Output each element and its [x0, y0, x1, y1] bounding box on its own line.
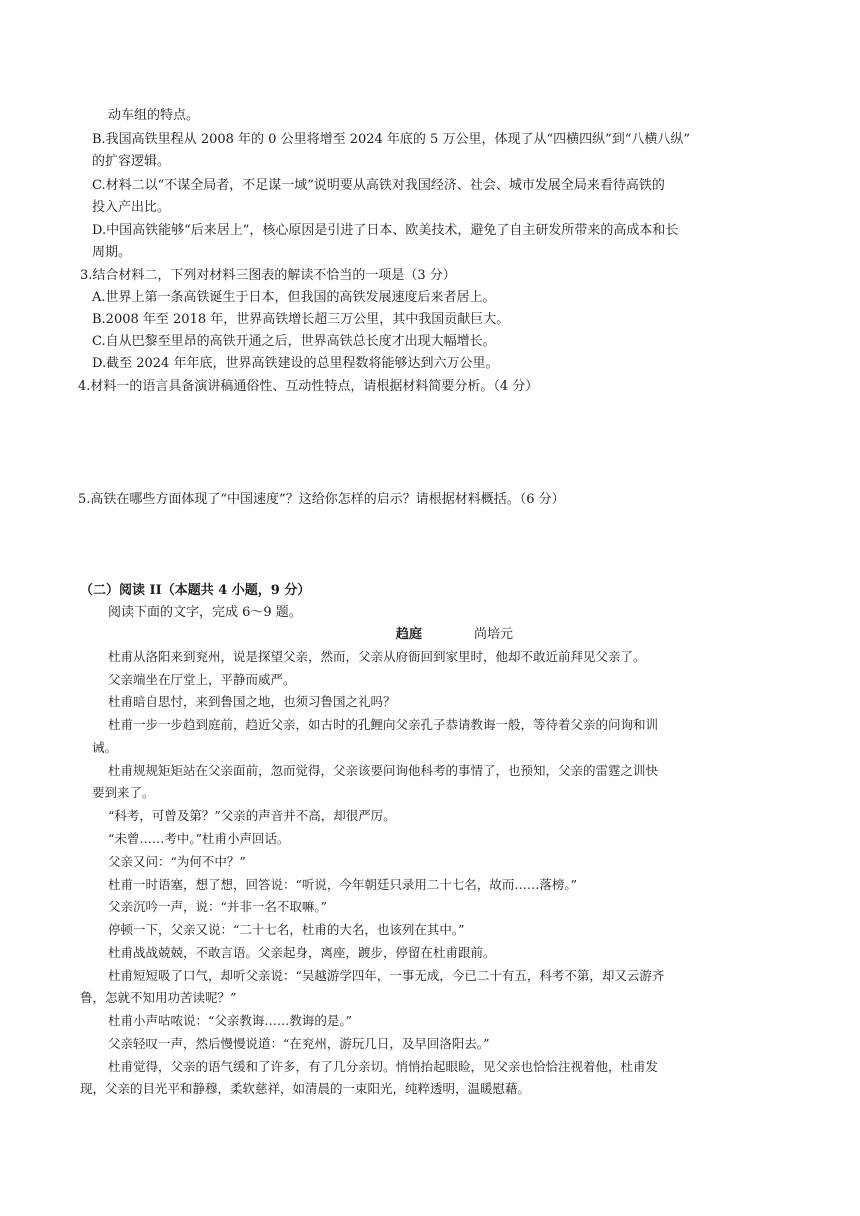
- story-paragraph-3: 杜甫暗自思忖，来到鲁国之地，也须习鲁国之礼吗？: [108, 694, 396, 709]
- story-paragraph-8: 父亲又问：“为何不中？”: [108, 854, 246, 869]
- story-paragraph-14: 杜甫小声咕哝说：“父亲教诲……教诲的是。”: [108, 1013, 353, 1028]
- question-3-option-a: A.世界上第一条高铁诞生于日本，但我国的高铁发展速度后来者居上。: [92, 290, 496, 305]
- story-paragraph-11: 停顿一下，父亲又说：“二十七名，杜甫的大名，也该列在其中。”: [108, 922, 465, 937]
- story-paragraph-7: “未曾……考中。”杜甫小声回话。: [108, 831, 290, 846]
- story-paragraph-2: 父亲端坐在厅堂上，平静而威严。: [108, 672, 296, 687]
- option-d-line2: 周期。: [92, 245, 132, 260]
- section-instruction: 阅读下面的文字，完成 6～9 题。: [108, 605, 302, 620]
- question-4: 4.材料一的语言具备演讲稿通俗性、互动性特点，请根据材料简要分析。（4 分）: [78, 379, 539, 394]
- section-heading: （二）阅读 II（本题共 4 小题，9 分）: [80, 583, 311, 598]
- story-paragraph-1: 杜甫从洛阳来到兖州，说是探望父亲，然而，父亲从府衙回到家里时，他却不敢近前拜见父亲了。: [108, 649, 646, 664]
- story-author: 尚培元: [474, 627, 514, 642]
- story-title: 趋庭: [396, 627, 423, 642]
- question-3-option-d: D.截至 2024 年年底，世界高铁建设的总里程数将能够达到六万公里。: [92, 356, 499, 371]
- story-paragraph-15: 父亲轻叹一声，然后慢慢说道：“在兖州，游玩几日，及早回洛阳去。”: [108, 1036, 490, 1051]
- option-c-line1: C.材料二以“不谋全局者，不足谋一域”说明要从高铁对我国经济、社会、城市发展全局来看待高铁的: [92, 178, 665, 193]
- story-paragraph-16-line2: 现，父亲的目光平和静穆，柔软慈祥，如清晨的一束阳光，纯粹透明，温暖慰藉。: [80, 1081, 531, 1096]
- story-paragraph-10: 父亲沉吟一声，说：“并非一名不取嘛。”: [108, 899, 328, 914]
- question-5: 5.高铁在哪些方面体现了“中国速度”？这给你怎样的启示？请根据材料概括。（6 分）: [78, 492, 565, 507]
- option-d-line1: D.中国高铁能够“后来居上”，核心原因是引进了日本、欧美技术，避免了自主研发所带来的高成本和长: [92, 223, 679, 238]
- question-3-option-c: C.自从巴黎至里昂的高铁开通之后，世界高铁总长度才出现大幅增长。: [92, 334, 496, 349]
- story-paragraph-5-line1: 杜甫规规矩矩站在父亲面前，忽而觉得，父亲该要问询他科考的事情了，也预知，父亲的雷霆之训快: [108, 763, 659, 778]
- question-3-option-b: B.2008 年至 2018 年，世界高铁增长超三万公里，其中我国贡献巨大。: [92, 312, 510, 327]
- story-paragraph-16-line1: 杜甫觉得，父亲的语气缓和了许多，有了几分亲切。悄悄抬起眼睑，见父亲也恰恰注视着他，杜甫发: [108, 1059, 659, 1074]
- story-paragraph-5-line2: 要到来了。: [92, 785, 155, 800]
- question-3-stem: 3.结合材料二，下列对材料三图表的解读不恰当的一项是（3 分）: [80, 268, 456, 283]
- option-b-line2: 的扩容逻辑。: [92, 154, 171, 169]
- story-paragraph-13-line1: 杜甫短短吸了口气，却听父亲说：“吴越游学四年，一事无成，今已二十有五，科考不第，却又云游齐: [108, 968, 665, 983]
- option-c-line2: 投入产出比。: [92, 200, 171, 215]
- option-a-continuation: 动车组的特点。: [108, 108, 200, 123]
- story-paragraph-9: 杜甫一时语塞，想了想，回答说：“听说，今年朝廷只录用二十七名，故而……落榜。”: [108, 877, 578, 892]
- story-paragraph-4-line1: 杜甫一步一步趋到庭前，趋近父亲，如古时的孔鲤向父亲孔子恭请教诲一般，等待着父亲的问询和训: [108, 717, 659, 732]
- story-paragraph-13-line2: 鲁，怎就不知用功苦读呢？”: [80, 990, 237, 1005]
- option-b-line1: B.我国高铁里程从 2008 年的 0 公里将增至 2024 年底的 5 万公里，体现了从“四横四纵”到“八横八纵”: [92, 132, 691, 147]
- story-paragraph-4-line2: 诫。: [92, 740, 118, 755]
- story-paragraph-6: “科考，可曾及第？”父亲的声音并不高，却很严厉。: [108, 808, 396, 823]
- story-paragraph-12: 杜甫战战兢兢，不敢言语。父亲起身，离座，踱步，停留在杜甫跟前。: [108, 945, 496, 960]
